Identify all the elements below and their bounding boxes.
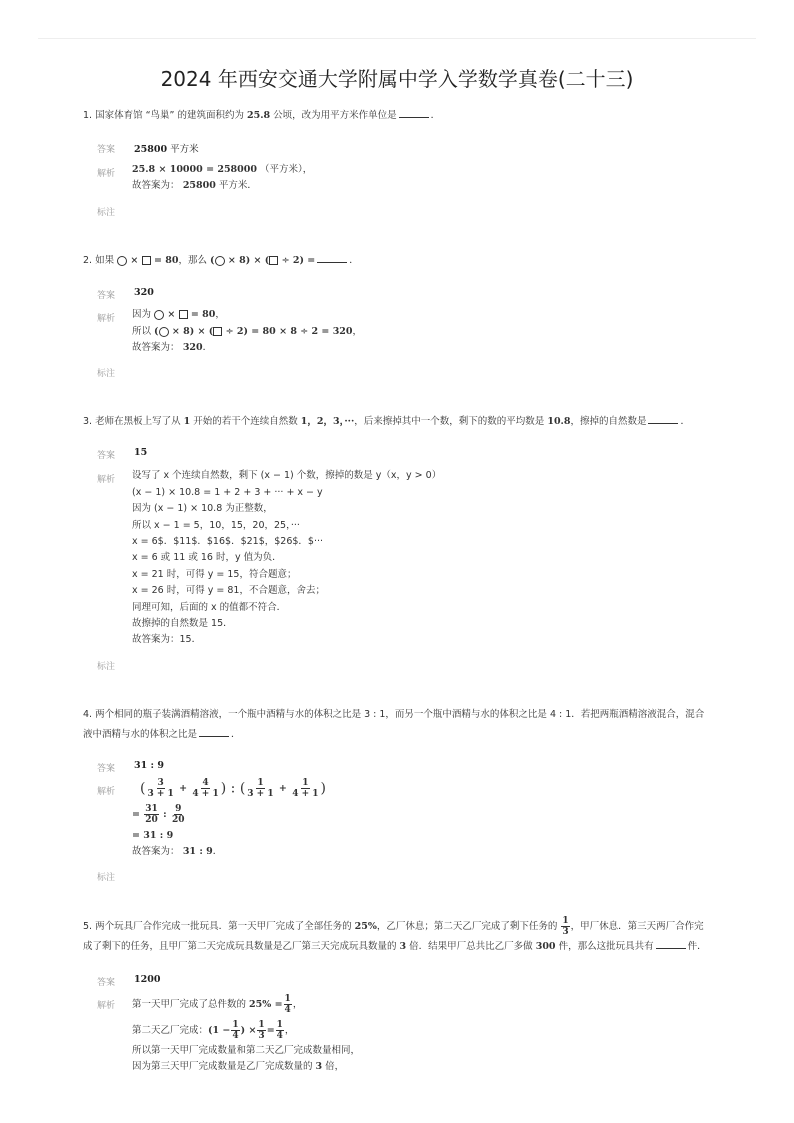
denominator: 3 + 1: [147, 789, 174, 799]
paren: ): [320, 780, 327, 797]
q1-text-b: 公顷，改为用平方米作单位是: [270, 110, 397, 121]
q1-conclusion-unit: 平方米．: [215, 180, 257, 191]
q1-conclusion-text: 故答案为：: [132, 180, 180, 191]
analysis-label: 解析: [97, 314, 116, 324]
denominator: 3: [258, 1031, 265, 1041]
q2-text: 2. 如果: [83, 255, 118, 266]
q2-analysis-line: [132, 307, 225, 323]
question-2: [83, 251, 723, 271]
q2-conclusion-text: 故答案为：: [132, 342, 180, 353]
q2-analysis-math: × 8) × (: [168, 326, 214, 337]
analysis-label: 解析: [97, 475, 116, 485]
fraction: [146, 778, 174, 799]
q3-analysis-line: 设写了 x 个连续自然数，剩下 (x − 1) 个数，擦掉的数是 y（x，y > 0）: [132, 470, 442, 481]
answer-label: 答案: [97, 978, 116, 988]
q3-analysis-line: 所以 x − 1 = 5，10，15，20，25，···: [132, 520, 300, 531]
question-1: [83, 106, 723, 126]
q2-analysis-math: ×: [164, 309, 179, 320]
q5-text: 件．: [687, 941, 707, 952]
q1-conclusion-num: 25800: [179, 180, 216, 191]
fraction: [231, 1020, 239, 1041]
answer-blank: [317, 252, 347, 263]
q4-analysis-line: = 31 : 9: [132, 830, 174, 841]
q5-text: 倍．结果甲厂总共比乙厂多做: [406, 941, 536, 952]
q2-analysis-text: ，: [215, 309, 225, 320]
q2-analysis-text: 所以: [132, 326, 155, 337]
q4-text-line2: [83, 725, 723, 745]
q3-analysis-line: x = 6 或 11 或 16 时，y 值为负．: [132, 552, 282, 563]
q5-analysis-line: [132, 994, 302, 1015]
q5-analysis-text: 第一天甲厂完成了总件数的: [132, 999, 250, 1010]
q3-analysis-line: x = 6$．$11$．$16$．$21$，$26$．$···: [132, 536, 324, 547]
question-5: [83, 916, 723, 957]
q3-text: ，后来擦掉其中一个数，剩下的数的平均数是: [354, 416, 548, 427]
answer-label: 答案: [97, 451, 116, 461]
q3-analysis-line: 故擦掉的自然数是 15．: [132, 618, 233, 629]
q5-analysis-text: 因为第三天甲厂完成数量是乙厂完成数量的: [132, 1061, 316, 1072]
plus: +: [275, 783, 291, 794]
q4-text: ．: [231, 729, 241, 740]
denominator: 3: [562, 927, 569, 937]
q3-text: 开始的若干个连续自然数: [190, 416, 301, 427]
numerator: 1: [232, 1020, 239, 1030]
question-3: [83, 412, 723, 432]
q2-math: (: [210, 255, 215, 266]
q5-text-line2: [83, 937, 723, 957]
denominator: 20: [145, 815, 158, 825]
q5-answer: 1200: [134, 974, 161, 985]
numerator: 4: [202, 778, 209, 788]
q4-conclusion-text: 故答案为：: [132, 846, 180, 857]
q5-text-line1: [83, 916, 723, 937]
q5-text: 件，那么这批玩具共有: [555, 941, 654, 952]
q1-analysis-math: 25.8 × 10000 = 258000: [132, 164, 257, 175]
top-divider: [38, 38, 756, 39]
analysis-label: 解析: [97, 169, 116, 179]
square-symbol: [179, 310, 188, 319]
q1-analysis-line: [132, 162, 312, 178]
square-symbol: [269, 256, 278, 265]
q2-analysis-math: ÷ 2) = 80 × 8 ÷ 2 = 320: [222, 326, 353, 337]
denominator: 4: [232, 1031, 239, 1041]
denominator: 4: [284, 1005, 291, 1015]
q2-conclusion-text: ．: [202, 342, 213, 353]
q2-text: ．: [349, 255, 359, 266]
paren: ) : (: [220, 780, 246, 797]
q3-math: 1: [183, 416, 191, 427]
q5-text: ，乙厂休息；第二天乙厂完成了剩下任务的: [376, 921, 561, 932]
square-symbol: [142, 256, 151, 265]
question-4: [83, 705, 723, 745]
equals: =: [132, 809, 144, 820]
q4-analysis-line: [132, 804, 186, 825]
fraction: [246, 778, 274, 799]
answer-label: 答案: [97, 291, 116, 301]
q4-conclusion-num: 31 : 9: [179, 846, 213, 857]
q3-text: ，擦掉的自然数是: [570, 416, 647, 427]
q1-answer: [134, 141, 199, 155]
q2-answer: 320: [134, 287, 154, 298]
q5-analysis-math: 25% =: [249, 999, 283, 1010]
q5-text: 成了剩下的任务，且甲厂第二天完成玩具数量是乙厂第三天完成玩具数量的: [83, 941, 400, 952]
fraction: [291, 778, 319, 799]
circle-symbol: [159, 327, 169, 337]
q5-analysis-line: 所以第一天甲厂完成数量和第二天乙厂完成数量相同，: [132, 1045, 361, 1056]
analysis-label: 解析: [97, 1001, 116, 1011]
q4-text: 液中酒精与水的体积之比是: [83, 729, 198, 740]
q2-conclusion-num: 320: [179, 342, 203, 353]
q2-analysis-line: [132, 324, 362, 340]
denominator: 20: [171, 815, 185, 825]
q4-text-line1: 4. 两个相同的瓶子装满酒精溶液，一个瓶中酒精与水的体积之比是 3 : 1，而另一个瓶中酒精与水的体积之比是 4 : 1．若把两瓶酒精溶液混合，混合: [83, 709, 705, 720]
q5-analysis-math: =: [266, 1025, 275, 1036]
fraction: [144, 804, 159, 825]
q3-math: 10.8: [547, 416, 571, 427]
q5-analysis-text: 第二天乙厂完成：: [132, 1025, 209, 1036]
q2-analysis-line: [132, 340, 212, 356]
answer-blank: [656, 938, 686, 949]
circle-symbol: [117, 256, 127, 266]
q1-text: 1. 国家体育馆 “鸟巢” 的建筑面积约为: [83, 110, 247, 121]
q3-analysis-line: 同理可知，后面的 x 的值都不符合．: [132, 602, 287, 613]
q4-analysis-line: [132, 844, 222, 860]
q3-text: ．: [680, 416, 690, 427]
q5-analysis-math: ) ×: [240, 1025, 257, 1036]
q4-answer: 31 : 9: [134, 760, 164, 771]
q5-math: 3: [399, 941, 407, 952]
q2-math: = 80: [150, 255, 179, 266]
analysis-label: 解析: [97, 787, 116, 797]
q5-text: 5. 两个玩具厂合作完成一批玩具．第一天甲厂完成了全部任务的: [83, 921, 355, 932]
numerator: 1: [258, 1020, 265, 1030]
q3-text: 3. 老师在黑板上写了从: [83, 416, 184, 427]
q5-math: 300: [535, 941, 556, 952]
numerator: 9: [175, 804, 182, 814]
q2-analysis-math: = 80: [187, 309, 216, 320]
answer-blank: [648, 413, 678, 424]
square-symbol: [213, 327, 222, 336]
q3-analysis-line: x = 26 时，可得 y = 81，不合题意，舍去；: [132, 585, 325, 596]
ratio-colon: :: [159, 809, 170, 820]
answer-blank: [399, 107, 429, 118]
paren: (: [140, 780, 146, 797]
q3-analysis-line: (x − 1) × 10.8 = 1 + 2 + 3 + ··· + x − y: [132, 487, 323, 498]
fraction: [171, 804, 186, 825]
numerator: 1: [302, 778, 309, 788]
answer-label: 答案: [97, 764, 116, 774]
q2-analysis-math: (: [154, 326, 159, 337]
q5-math: 25%: [354, 921, 377, 932]
page-title: 2024 年西安交通大学附属中学入学数学真卷(二十三): [160, 67, 634, 91]
fraction: [191, 778, 219, 799]
denominator: 4: [276, 1031, 283, 1041]
q5-analysis-line: [132, 1059, 344, 1075]
q5-analysis-math: (1 −: [208, 1025, 231, 1036]
answer-label: 答案: [97, 145, 116, 155]
denominator: 4 + 1: [192, 789, 219, 799]
fraction: [284, 994, 292, 1015]
note-label: 标注: [97, 369, 116, 379]
fraction: [257, 1020, 265, 1041]
denominator: 4 + 1: [292, 789, 319, 799]
q2-math: × 8) × (: [224, 255, 270, 266]
circle-symbol: [154, 310, 164, 320]
q3-analysis-line: 故答案为：15．: [132, 634, 202, 645]
q3-analysis-line: x = 21 时，可得 y = 15，符合题意；: [132, 569, 297, 580]
q5-analysis-text: ，: [292, 999, 303, 1010]
numerator: 1: [276, 1020, 283, 1030]
q1-answer-num: 25800: [134, 144, 168, 155]
q2-math: ×: [127, 255, 142, 266]
q1-analysis-line: [132, 178, 257, 194]
q5-analysis-text: ，: [284, 1025, 295, 1036]
note-label: 标注: [97, 208, 116, 218]
numerator: 3: [157, 778, 164, 788]
q3-math: 1，2，3，···: [300, 416, 355, 427]
q1-analysis-text: （平方米），: [257, 164, 313, 175]
q1-num: 25.8: [247, 110, 271, 121]
numerator: 1: [284, 994, 291, 1004]
circle-symbol: [215, 256, 225, 266]
note-label: 标注: [97, 662, 116, 672]
q5-text: ，甲厂休息．第三天两厂合作完: [570, 921, 704, 932]
q2-math: ÷ 2) =: [278, 255, 316, 266]
q1-answer-unit: 平方米: [167, 144, 199, 155]
q5-analysis-text: 倍，: [322, 1061, 345, 1072]
fraction: [561, 916, 569, 937]
q2-text: ，那么: [178, 255, 211, 266]
q2-analysis-text: ，: [352, 326, 363, 337]
numerator: 31: [145, 804, 158, 814]
denominator: 3 + 1: [247, 789, 274, 799]
q1-text-c: ．: [430, 110, 441, 121]
q4-conclusion-text: ．: [212, 846, 223, 857]
q2-analysis-text: 因为: [132, 309, 155, 320]
note-label: 标注: [97, 873, 116, 883]
q5-analysis-line: [132, 1020, 294, 1041]
q4-analysis-line: [140, 778, 326, 799]
q3-answer: 15: [134, 447, 148, 458]
numerator: 1: [257, 778, 264, 788]
numerator: 1: [562, 916, 569, 926]
fraction: [276, 1020, 284, 1041]
plus: +: [175, 783, 191, 794]
answer-blank: [199, 726, 229, 737]
q3-analysis-line: 因为 (x − 1) × 10.8 为正整数，: [132, 503, 273, 514]
q5-analysis-math: 3: [315, 1061, 323, 1072]
